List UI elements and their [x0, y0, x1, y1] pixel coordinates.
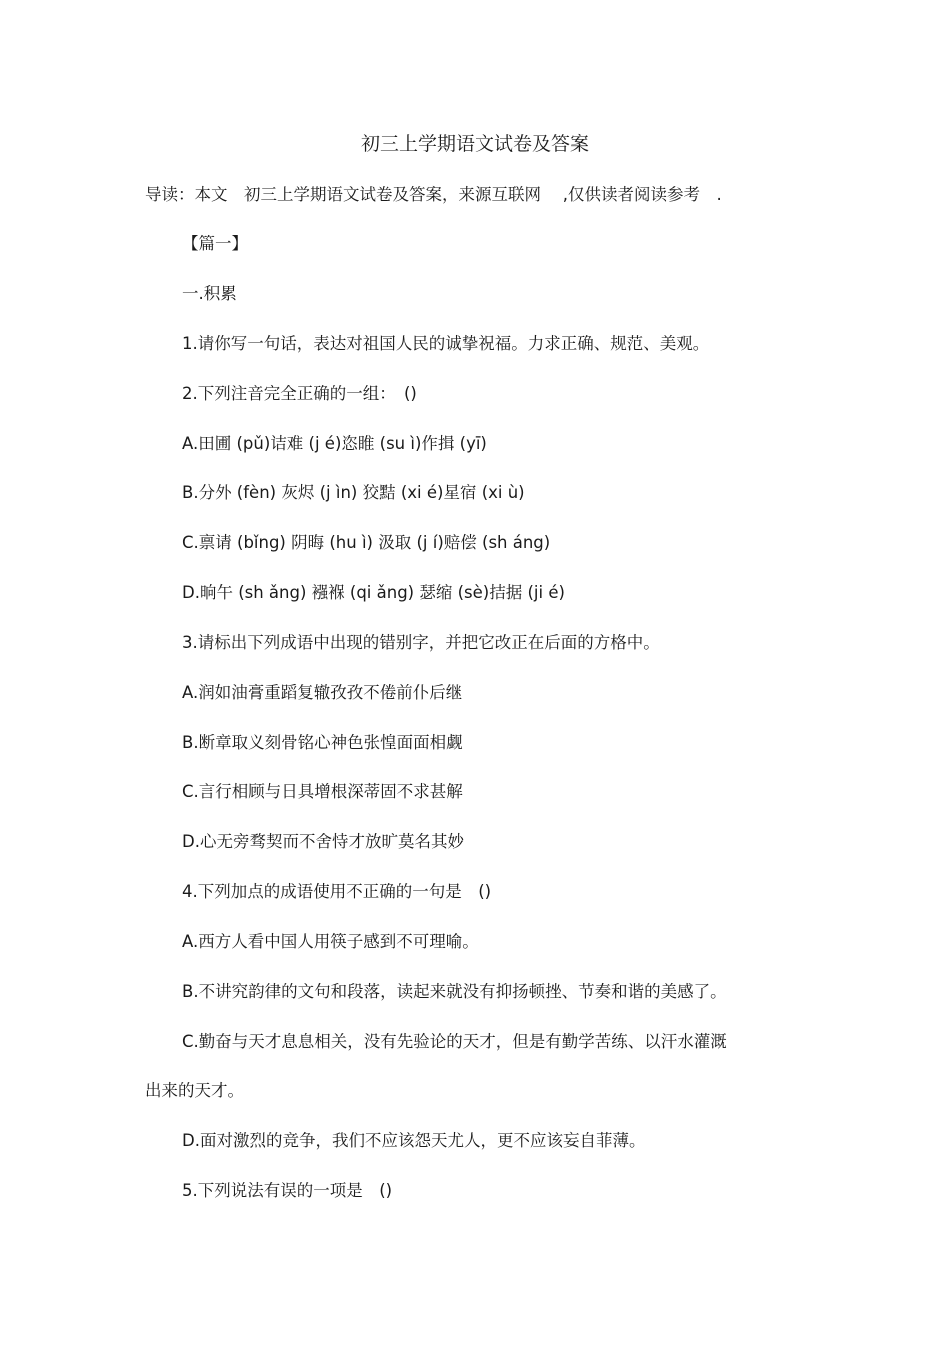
option-c-continued: 出来的天才。	[145, 1081, 244, 1100]
intro-text: 导读：本文 初三上学期语文试卷及答案，来源互联网 ,仅供读者阅读参考 .	[145, 185, 722, 204]
option-c: C.言行相顾与日具增根深蒂固不求甚解	[182, 782, 463, 801]
question-3: 3.请标出下列成语中出现的错别字，并把它改正在后面的方格中。	[182, 633, 660, 652]
option-a: A.西方人看中国人用筷子感到不可理喻。	[182, 932, 479, 951]
section-heading: 【篇一】	[182, 234, 248, 253]
question-4: 4.下列加点的成语使用不正确的一句是 ()	[182, 882, 492, 901]
option-b: B.不讲究韵律的文句和段落，读起来就没有抑扬顿挫、节奏和谐的美感了。	[182, 982, 727, 1001]
document-title: 初三上学期语文试卷及答案	[360, 133, 589, 155]
part-heading: 一.积累	[182, 284, 237, 303]
option-d: D.晌午 (sh ǎng) 襁褓 (qi ǎng) 瑟缩 (sè)拮据 (ji é)	[182, 583, 565, 602]
question-2: 2.下列注音完全正确的一组： ()	[182, 384, 417, 403]
option-b: B.分外 (fèn) 灰烬 (j ìn) 狡黠 (xi é)星宿 (xi ù)	[182, 483, 525, 502]
option-b: B.断章取义刻骨铭心神色张惶面面相觑	[182, 733, 463, 752]
option-d: D.面对激烈的竞争，我们不应该怨天尤人，更不应该妄自菲薄。	[182, 1131, 646, 1150]
option-a: A.润如油膏重蹈复辙孜孜不倦前仆后继	[182, 683, 463, 702]
option-a: A.田圃 (pǔ)诘难 (j é)恣睢 (su ì)作揖 (yī)	[182, 434, 487, 453]
question-5: 5.下列说法有误的一项是 ()	[182, 1181, 393, 1200]
option-c: C.勤奋与天才息息相关，没有先验论的天才，但是有勤学苦练、以汗水灌溉	[182, 1032, 727, 1051]
option-c: C.禀请 (bǐng) 阴晦 (hu ì) 汲取 (j í)赔偿 (sh áng)	[182, 533, 551, 552]
option-d: D.心无旁骛契而不舍恃才放旷莫名其妙	[182, 832, 464, 851]
question-1: 1.请你写一句话，表达对祖国人民的诚挚祝福。力求正确、规范、美观。	[182, 334, 710, 353]
